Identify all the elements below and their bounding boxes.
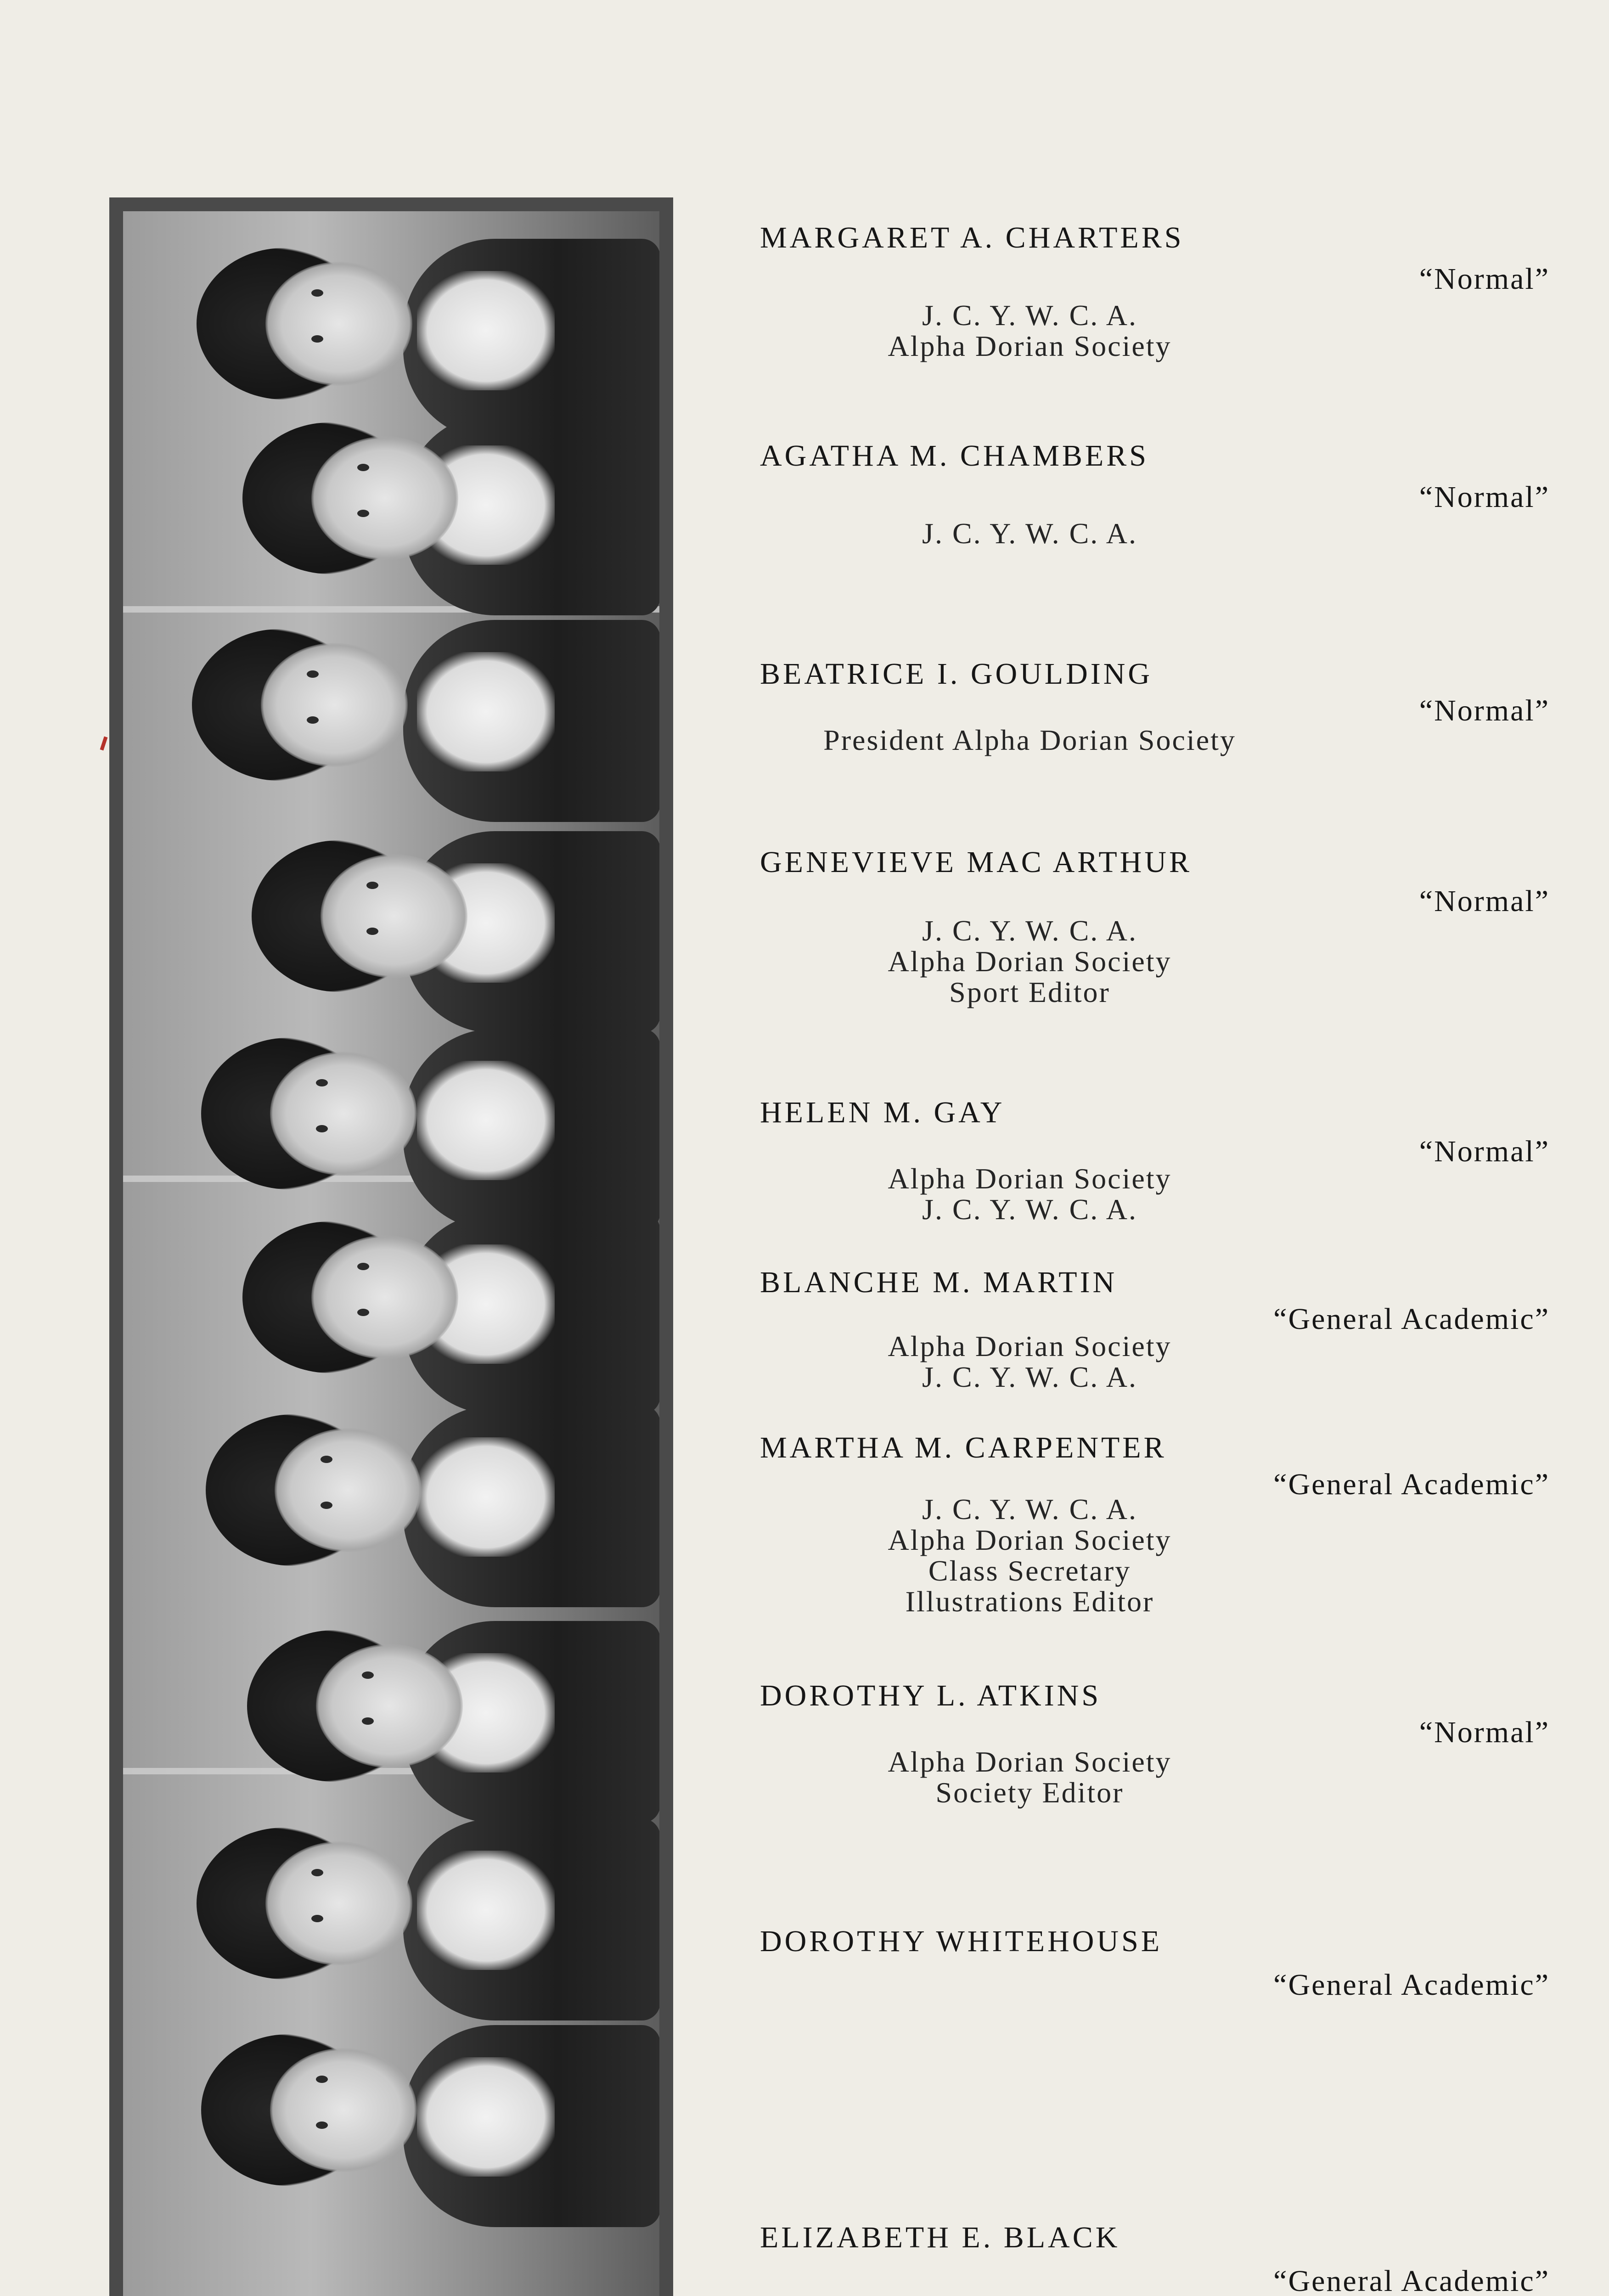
student-activity: J. C. Y. W. C. A. [922, 517, 1137, 550]
course-of-study: “Normal” [1419, 262, 1550, 296]
student-activity: President Alpha Dorian Society [823, 724, 1236, 756]
student-activity: Alpha Dorian Society [888, 1162, 1172, 1195]
student-entry [760, 439, 1550, 631]
student-activity: J. C. Y. W. C. A. [922, 1493, 1137, 1525]
student-name: BLANCHE M. MARTIN [760, 1266, 1118, 1299]
student-name: AGATHA M. CHAMBERS [760, 439, 1149, 473]
course-of-study: “Normal” [1419, 480, 1550, 514]
course-of-study: “Normal” [1419, 694, 1550, 727]
student-activity: Alpha Dorian Society [888, 1524, 1172, 1556]
student-name: DOROTHY L. ATKINS [760, 1679, 1102, 1712]
student-activity: Alpha Dorian Society [888, 1745, 1172, 1778]
course-of-study: “General Academic” [1273, 1302, 1550, 1336]
student-name: BEATRICE I. GOULDING [760, 657, 1153, 691]
student-name: GENEVIEVE MAC ARTHUR [760, 845, 1193, 879]
student-activity: Alpha Dorian Society [888, 1330, 1172, 1362]
student-entry [760, 2220, 1550, 2296]
student-entry [760, 1430, 1550, 1623]
student-name: HELEN M. GAY [760, 1096, 1005, 1129]
student-entry [760, 657, 1550, 850]
student-activity: Illustrations Editor [905, 1585, 1154, 1618]
course-of-study: “Normal” [1419, 1135, 1550, 1168]
course-of-study: “Normal” [1419, 1716, 1550, 1749]
student-activity: J. C. Y. W. C. A. [922, 1193, 1137, 1226]
student-name: DOROTHY WHITEHOUSE [760, 1925, 1163, 1958]
student-name: ELIZABETH E. BLACK [760, 2221, 1120, 2254]
student-entry [760, 1924, 1550, 2117]
student-name: MARTHA M. CARPENTER [760, 1431, 1167, 1464]
student-entry [760, 1265, 1550, 1458]
student-activity: Class Secretary [928, 1554, 1131, 1587]
student-activity: Alpha Dorian Society [888, 330, 1172, 362]
student-activity: J. C. Y. W. C. A. [922, 914, 1137, 947]
student-activity: J. C. Y. W. C. A. [922, 1361, 1137, 1393]
course-of-study: “General Academic” [1273, 1968, 1550, 2002]
student-activity: Sport Editor [949, 976, 1110, 1008]
student-activity: Society Editor [935, 1776, 1124, 1809]
student-entry [760, 1678, 1550, 1871]
student-name: MARGARET A. CHARTERS [760, 221, 1184, 254]
course-of-study: “General Academic” [1273, 1468, 1550, 1501]
student-activity: Alpha Dorian Society [888, 945, 1172, 978]
course-of-study: “General Academic” [1273, 2264, 1550, 2296]
student-entry [760, 220, 1550, 413]
student-entry [760, 845, 1550, 1038]
student-activity: J. C. Y. W. C. A. [922, 299, 1137, 332]
student-entry [760, 1095, 1550, 1288]
course-of-study: “Normal” [1419, 884, 1550, 918]
